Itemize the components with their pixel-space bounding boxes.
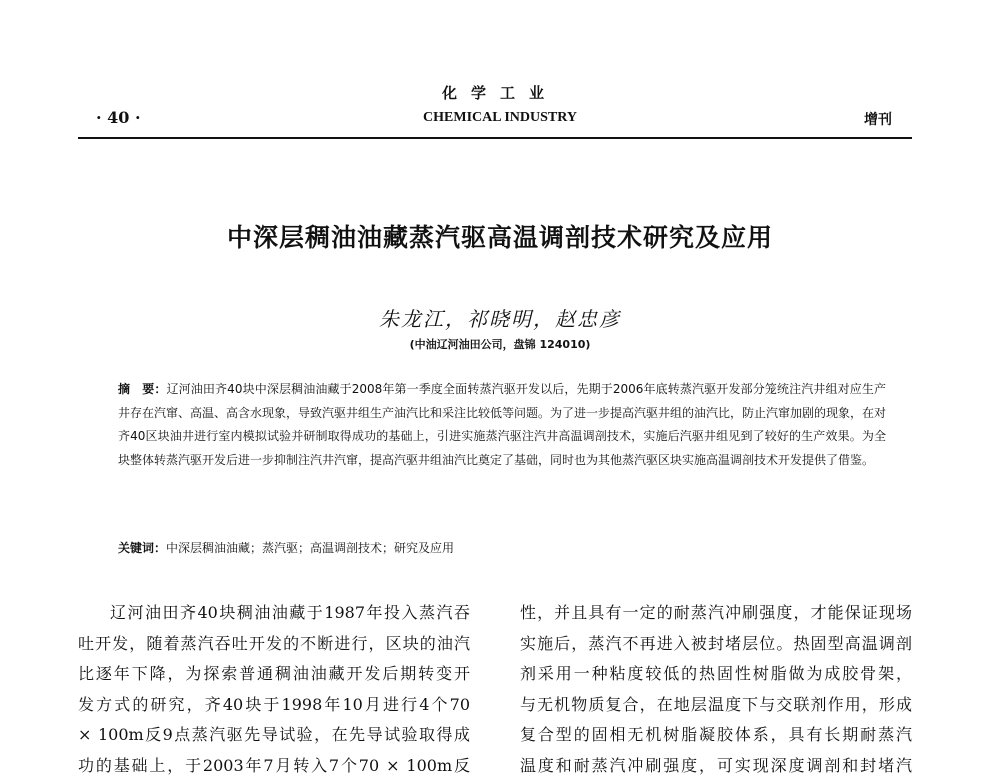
- keywords-text: 中深层稠油油藏；蒸汽驱；高温调剖技术；研究及应用: [166, 541, 454, 555]
- authors: 朱龙江，祁晓明，赵忠彦: [0, 303, 1000, 332]
- running-header: [96, 108, 904, 128]
- issue-label: 增刊: [864, 109, 892, 129]
- body-column-right: [520, 598, 912, 781]
- abstract-label: 摘 要：: [118, 382, 167, 396]
- body-line: 辽河油田齐40块稠油油藏于1987年投入蒸汽吞: [78, 598, 470, 629]
- body-line: 剂采用一种粘度较低的热固性树脂做为成胶骨架，: [520, 659, 912, 690]
- abstract-text: 辽河油田齐40块中深层稠油油藏于2008年第一季度全面转蒸汽驱开发以后，先期于2006年底转蒸汽驱开发部分笼统注汽井组对应生产井存在汽窜、高温、高含水现象，导致汽驱井组生产油汽比和采注比较低等问题。为了进一步提高汽驱井组的油汽比，防止汽窜加剧的现象，在对齐40区块油井进行室内模拟试验并研制取得成功的基础上，引进实施蒸汽驱注汽井高温调剖技术，实施后汽驱井组见到了较好的生产效果。为全块整体转蒸汽驱开发后进一步抑制注汽井汽窜，提高汽驱井组油汽比奠定了基础，同时也为其他蒸汽驱区块实施高温调剖技术开发提供了借鉴。: [118, 382, 886, 467]
- body-line: 温度和耐蒸汽冲刷强度，可实现深度调剖和封堵汽: [520, 751, 912, 781]
- body-line: 复合型的固相无机树脂凝胶体系，具有长期耐蒸汽: [520, 720, 912, 751]
- body-column-left: [78, 598, 470, 781]
- keywords-label: 关键词：: [118, 541, 166, 555]
- abstract: [118, 378, 886, 472]
- article-title: 中深层稠油油藏蒸汽驱高温调剖技术研究及应用: [0, 218, 1000, 254]
- body-line: 吐开发，随着蒸汽吞吐开发的不断进行，区块的油汽: [78, 629, 470, 660]
- body-line: 功的基础上，于2003年7月转入7个70 × 100m反: [78, 751, 470, 781]
- keywords: [118, 539, 886, 556]
- page-number: · 40 ·: [96, 108, 141, 127]
- journal-name-en: CHEMICAL INDUSTRY: [96, 110, 904, 126]
- body-line: 比逐年下降，为探索普通稠油油藏开发后期转变开: [78, 659, 470, 690]
- body-line: 性，并且具有一定的耐蒸汽冲刷强度，才能保证现场: [520, 598, 912, 629]
- body-line: 与无机物质复合，在地层温度下与交联剂作用，形成: [520, 690, 912, 721]
- affiliation: (中油辽河油田公司，盘锦 124010): [0, 336, 1000, 352]
- header-rule: [78, 137, 912, 139]
- journal-name-cn: 化学工业: [0, 82, 1000, 103]
- body-line: 发方式的研究，齐40块于1998年10月进行4个70: [78, 690, 470, 721]
- body-line: × 100m反9点蒸汽驱先导试验，在先导试验取得成: [78, 720, 470, 751]
- body-line: 实施后，蒸汽不再进入被封堵层位。热固型高温调剖: [520, 629, 912, 660]
